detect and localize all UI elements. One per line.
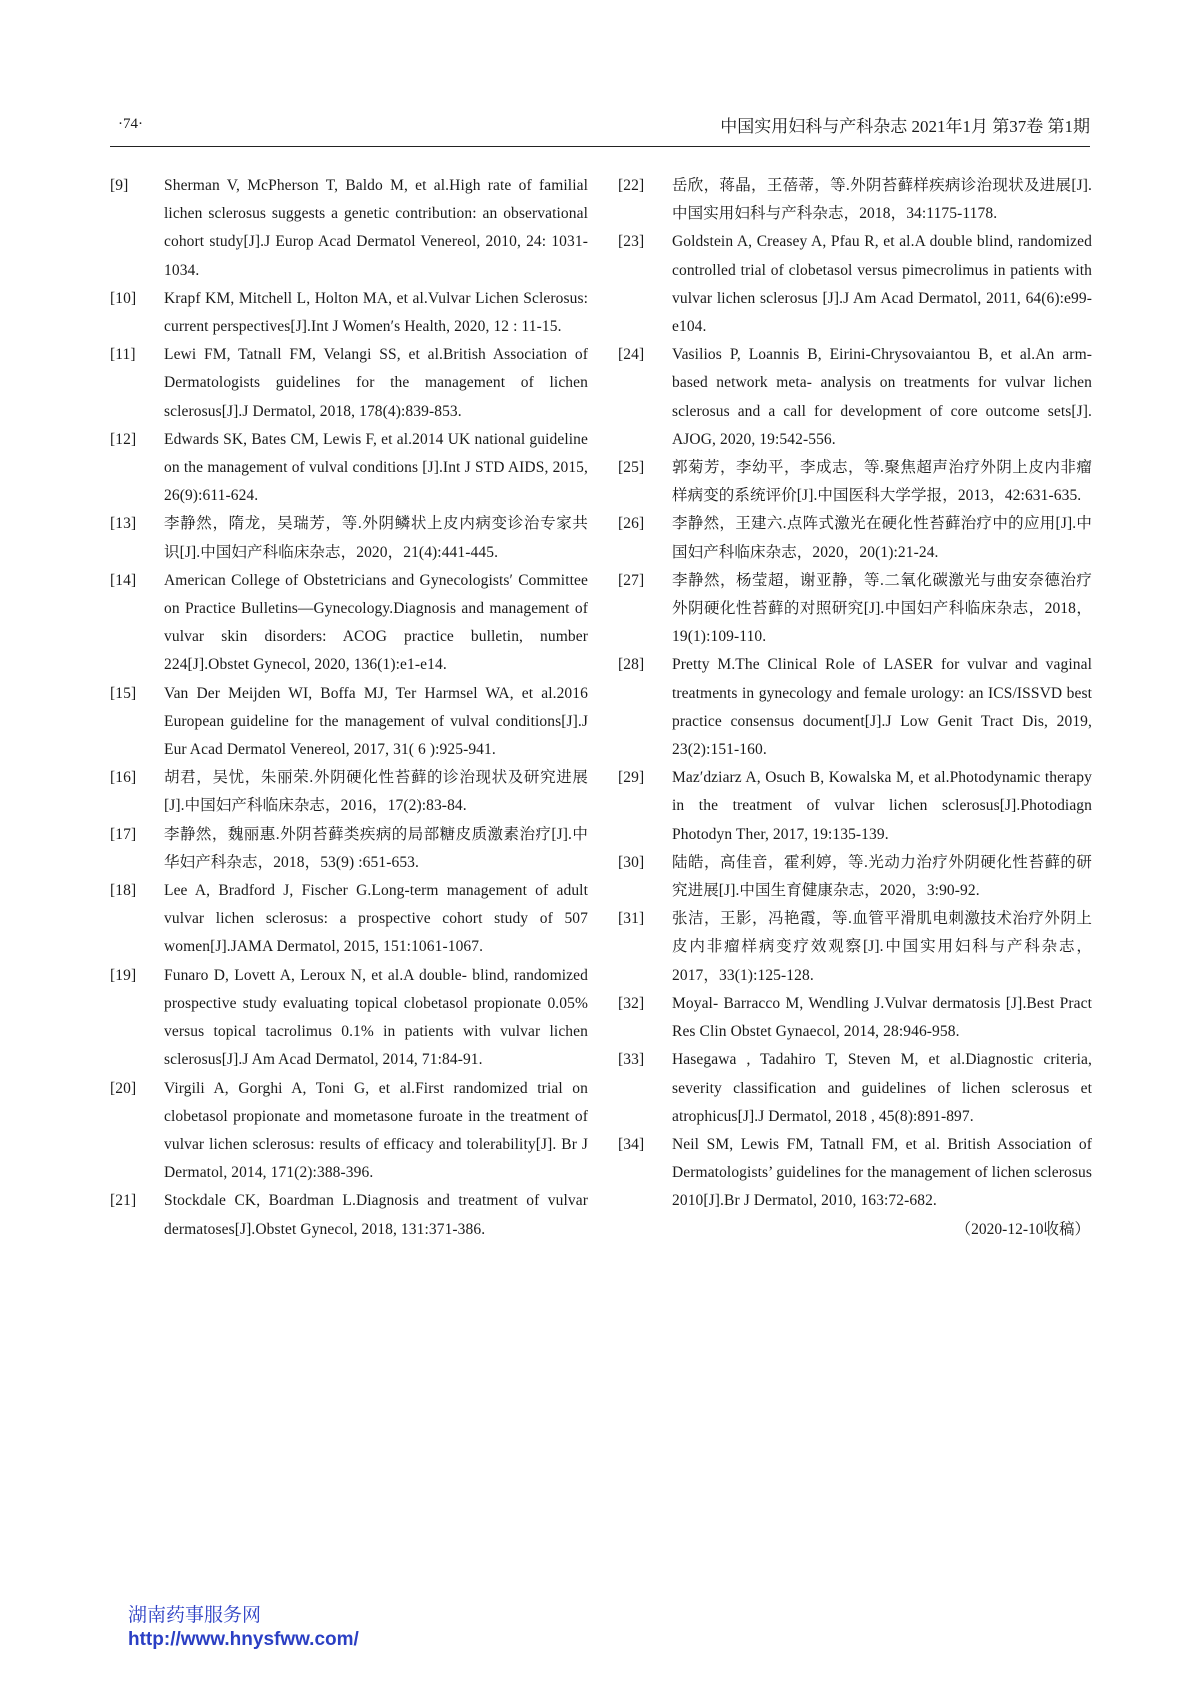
reference-item	[618, 1131, 1092, 1216]
reference-item	[618, 849, 1092, 905]
reference-item	[618, 567, 1092, 652]
reference-number: [11]	[110, 346, 136, 364]
reference-number: [33]	[618, 1051, 645, 1069]
reference-text: Lee A, Bradford J, Fischer G.Long-term management of adult vulvar lichen sclerosus: a prospective cohort study of 507 women[J].JAMA Dermatol, 2015, 151:1061-1067.	[164, 882, 588, 956]
reference-text: 李静然，隋龙，吴瑞芳，等.外阴鳞状上皮内病变诊治专家共识[J].中国妇产科临床杂志，2020，21(4):441-445.	[164, 515, 588, 561]
reference-number: [19]	[110, 966, 137, 984]
reference-item	[110, 680, 588, 765]
reference-text: 岳欣，蒋晶，王蓓蒂，等.外阴苔藓样疾病诊治现状及进展[J].中国实用妇科与产科杂志，2018，34:1175-1178.	[672, 177, 1092, 223]
reference-text: Lewi FM, Tatnall FM, Velangi SS, et al.British Association of Dermatologists guidelines for the management of lichen sclerosus[J].J Dermatol, 2018, 178(4):839-853.	[164, 346, 588, 420]
reference-number: [16]	[110, 769, 137, 787]
reference-text: Van Der Meijden WI, Boffa MJ, Ter Harmsel WA, et al.2016 European guideline for the management of vulval conditions[J].J Eur Acad Dermatol Venereol, 2017, 31( 6 ):925-941.	[164, 684, 588, 759]
reference-number: [32]	[618, 994, 645, 1012]
reference-text: Stockdale CK, Boardman L.Diagnosis and treatment of vulvar dermatoses[J].Obstet Gynecol, 2018, 131:371-386.	[164, 1192, 588, 1238]
reference-text: 胡君，吴忧，朱丽荣.外阴硬化性苔藓的诊治现状及研究进展[J].中国妇产科临床杂志，2016，17(2):83-84.	[164, 769, 588, 815]
reference-number: [18]	[110, 882, 137, 900]
reference-item	[110, 764, 588, 820]
reference-number: [22]	[618, 177, 645, 194]
reference-number: [9]	[110, 177, 129, 194]
reference-text: 李静然，杨莹超，谢亚静，等.二氧化碳激光与曲安奈德治疗外阴硬化性苔藓的对照研究[J].中国妇产科临床杂志，2018，19(1):109-110.	[672, 571, 1092, 646]
reference-text: 陆皓，高佳音，霍利婷，等.光动力治疗外阴硬化性苔藓的研究进展[J].中国生育健康杂志，2020，3:90-92.	[672, 853, 1092, 900]
reference-item	[618, 1046, 1092, 1131]
received-date: （2020-12-10收稿）	[955, 1220, 1090, 1238]
references-right-column	[618, 172, 1092, 1244]
header-rule	[110, 146, 1090, 147]
reference-number: [28]	[618, 656, 645, 674]
reference-item	[110, 341, 588, 426]
reference-item	[618, 228, 1092, 341]
reference-item	[618, 341, 1092, 454]
reference-item	[110, 172, 588, 285]
reference-item	[110, 962, 588, 1075]
reference-number: [31]	[618, 910, 645, 928]
watermark	[128, 1604, 359, 1652]
reference-item	[618, 905, 1092, 990]
reference-item	[110, 285, 588, 341]
reference-number: [26]	[618, 515, 645, 533]
reference-number: [15]	[110, 684, 137, 702]
reference-number: [13]	[110, 515, 137, 533]
watermark-url[interactable]: http://www.hnysfww.com/	[128, 1629, 359, 1650]
reference-item	[618, 172, 1092, 228]
reference-text: 李静然，魏丽惠.外阴苔藓类疾病的局部糖皮质激素治疗[J].中华妇产科杂志，2018，53(9) :651-653.	[164, 825, 588, 871]
reference-text: Moyal- Barracco M, Wendling J.Vulvar dermatosis [J].Best Pract Res Clin Obstet Gynaecol, 2014, 28:946-958.	[672, 994, 1092, 1041]
reference-item	[618, 990, 1092, 1046]
reference-text: Funaro D, Lovett A, Leroux N, et al.A double- blind, randomized prospective study evaluating topical clobetasol propionate 0.05% versus topical tacrolimus 0.1% in patients with vulvar lichen sclerosus[J].J Am Acad Dermatol, 2014, 71:84-91.	[164, 966, 588, 1069]
page-number: ·74·	[118, 116, 143, 132]
reference-item	[110, 1187, 588, 1243]
reference-text: Sherman V, McPherson T, Baldo M, et al.High rate of familial lichen sclerosus suggests a genetic contribution: an observational cohort study[J].J Europ Acad Dermatol Venereol, 2010, 24: 1031-1034.	[164, 177, 588, 279]
reference-number: [24]	[618, 346, 645, 364]
reference-item	[618, 454, 1092, 510]
reference-text: Hasegawa , Tadahiro T, Steven M, et al.Diagnostic criteria, severity classification and guidelines of lichen sclerosus et atrophicus[J].J Dermatol, 2018 , 45(8):891-897.	[672, 1051, 1092, 1125]
reference-item	[618, 510, 1092, 566]
reference-number: [10]	[110, 289, 137, 307]
reference-text: Neil SM, Lewis FM, Tatnall FM, et al. British Association of Dermatologists’ guidelines for the management of lichen sclerosus 2010[J].Br J Dermatol, 2010, 163:72-682.	[672, 1135, 1092, 1210]
reference-text: 郭菊芳，李幼平，李成志，等.聚焦超声治疗外阴上皮内非瘤样病变的系统评价[J].中国医科大学学报，2013，42:631-635.	[672, 459, 1092, 505]
reference-text: Krapf KM, Mitchell L, Holton MA, et al.Vulvar Lichen Sclerosus: current perspectives[J].Int J Women′s Health, 2020, 12 : 11-15.	[164, 289, 588, 336]
reference-item	[618, 764, 1092, 849]
references-left-column	[110, 172, 588, 1244]
journal-header: 中国实用妇科与产科杂志 2021年1月 第37卷 第1期	[720, 117, 1090, 136]
reference-text: Goldstein A, Creasey A, Pfau R, et al.A double blind, randomized controlled trial of clobetasol versus pimecrolimus in patients with vulvar lichen sclerosus [J].J Am Acad Dermatol, 2011, 64(6):e99-e104.	[672, 233, 1092, 336]
reference-number: [27]	[618, 571, 645, 589]
reference-item	[110, 510, 588, 566]
reference-number: [21]	[110, 1192, 137, 1210]
reference-number: [30]	[618, 853, 645, 871]
reference-text: Edwards SK, Bates CM, Lewis F, et al.2014 UK national guideline on the management of vulval conditions [J].Int J STD AIDS, 2015, 26(9):611-624.	[164, 430, 588, 505]
reference-item	[110, 821, 588, 877]
reference-text: 李静然，王建六.点阵式激光在硬化性苔藓治疗中的应用[J].中国妇产科临床杂志，2020，20(1):21-24.	[672, 515, 1092, 561]
reference-item	[110, 426, 588, 511]
reference-number: [20]	[110, 1079, 137, 1097]
reference-number: [17]	[110, 825, 137, 843]
reference-text: Maz′dziarz A, Osuch B, Kowalska M, et al.Photodynamic therapy in the treatment of vulvar lichen sclerosus[J].Photodiagn Photodyn Ther, 2017, 19:135-139.	[672, 769, 1092, 843]
reference-text: 张洁，王影，冯艳霞，等.血管平滑肌电刺激技术治疗外阴上皮内非瘤样病变疗效观察[J].中国实用妇科与产科杂志，2017，33(1):125-128.	[672, 910, 1092, 984]
reference-number: [34]	[618, 1135, 645, 1153]
reference-number: [25]	[618, 459, 645, 477]
reference-item	[110, 1075, 588, 1188]
reference-item	[618, 651, 1092, 764]
reference-text: American College of Obstetricians and Gynecologists′ Committee on Practice Bulletins—Gynecology.Diagnosis and management of vulvar skin disorders: ACOG practice bulletin, number 224[J].Obstet Gynecol, 2020, 136(1):e1-e14.	[164, 571, 588, 674]
reference-text: Pretty M.The Clinical Role of LASER for vulvar and vaginal treatments in gynecology and female urology: an ICS/ISSVD best practice consensus document[J].J Low Genit Tract Dis, 2019, 23(2):151-160.	[672, 656, 1092, 759]
reference-number: [12]	[110, 430, 137, 448]
reference-number: [14]	[110, 571, 137, 589]
reference-item	[110, 567, 588, 680]
reference-item	[110, 877, 588, 962]
watermark-name: 湖南药事服务网	[128, 1605, 262, 1626]
reference-number: [29]	[618, 769, 645, 787]
reference-text: Virgili A, Gorghi A, Toni G, et al.First randomized trial on clobetasol propionate and mometasone furoate in the treatment of vulvar lichen sclerosus: results of efficacy and tolerability[J]. Br J Dermatol, 2014, 171(2):388-396.	[164, 1079, 588, 1182]
reference-number: [23]	[618, 233, 645, 251]
reference-text: Vasilios P, Loannis B, Eirini-Chrysovaiantou B, et al.An arm-based network meta- analysis on treatments for vulvar lichen sclerosus and a call for development of core outcome sets[J]. AJOG, 2020, 19:542-556.	[672, 346, 1092, 448]
